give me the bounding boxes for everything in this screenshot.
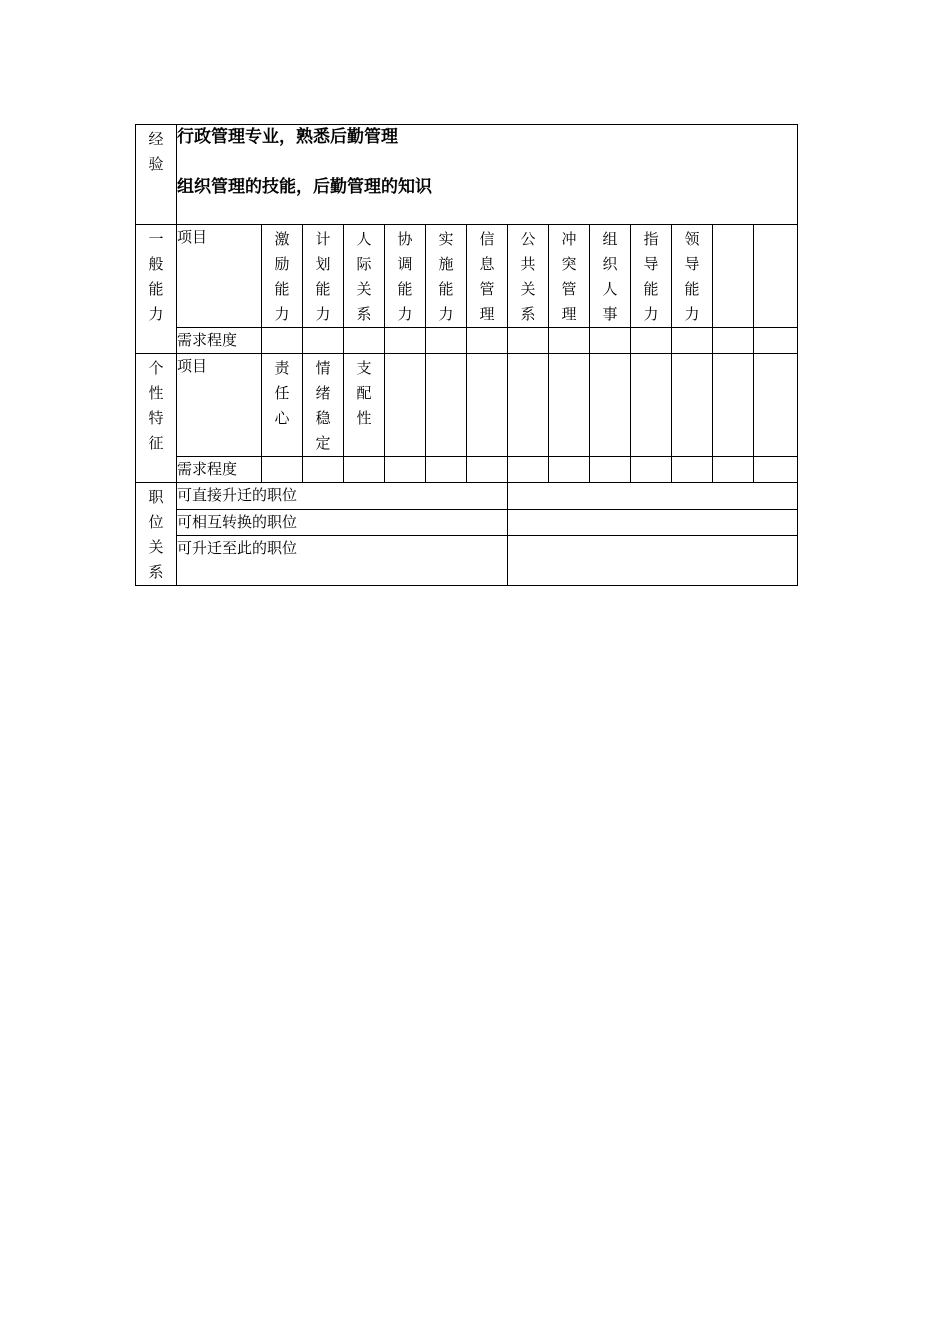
demand-cell[interactable] <box>426 328 467 354</box>
position-relations-label-cell <box>136 483 177 586</box>
demand-cell[interactable] <box>672 457 713 483</box>
demand-cell[interactable] <box>713 457 754 483</box>
experience-row <box>136 125 798 225</box>
general-ability-item-label: 项目 <box>177 225 262 328</box>
demand-cell[interactable] <box>631 457 672 483</box>
trait-item <box>549 354 590 457</box>
ability-item: 冲突管理 <box>549 225 590 328</box>
job-description-table <box>135 124 798 586</box>
general-ability-label-cell <box>136 225 177 354</box>
trait-item <box>508 354 549 457</box>
demand-cell[interactable] <box>754 328 798 354</box>
ability-item <box>754 225 798 328</box>
demand-cell[interactable] <box>508 457 549 483</box>
trait-item <box>385 354 426 457</box>
position-relation-value[interactable] <box>508 483 798 510</box>
trait-item <box>467 354 508 457</box>
demand-cell[interactable] <box>467 328 508 354</box>
ability-item: 组织人事 <box>590 225 631 328</box>
position-relation-value[interactable] <box>508 536 798 586</box>
ability-item: 人际关系 <box>344 225 385 328</box>
personal-traits-item-label: 项目 <box>177 354 262 457</box>
ability-item: 公共关系 <box>508 225 549 328</box>
position-relation-value[interactable] <box>508 509 798 536</box>
demand-cell[interactable] <box>549 328 590 354</box>
trait-item <box>631 354 672 457</box>
personal-traits-demand-label: 需求程度 <box>177 457 262 483</box>
trait-item <box>590 354 631 457</box>
position-relation-label: 可直接升迁的职位 <box>177 483 508 510</box>
demand-cell[interactable] <box>590 328 631 354</box>
demand-cell[interactable] <box>672 328 713 354</box>
experience-content <box>177 125 798 225</box>
ability-item: 计划能力 <box>303 225 344 328</box>
personal-traits-label-cell <box>136 354 177 483</box>
ability-item: 激励能力 <box>262 225 303 328</box>
demand-cell[interactable] <box>385 457 426 483</box>
general-ability-label: 一般能力 <box>148 230 164 323</box>
demand-cell[interactable] <box>262 328 303 354</box>
demand-cell[interactable] <box>508 328 549 354</box>
trait-item <box>754 354 798 457</box>
demand-cell[interactable] <box>303 457 344 483</box>
experience-line-2: 组织管理的技能，后勤管理的知识 <box>177 177 432 197</box>
ability-item: 领导能力 <box>672 225 713 328</box>
demand-cell[interactable] <box>344 328 385 354</box>
ability-item: 实施能力 <box>426 225 467 328</box>
position-relation-label: 可相互转换的职位 <box>177 509 508 536</box>
ability-item: 指导能力 <box>631 225 672 328</box>
demand-cell[interactable] <box>467 457 508 483</box>
ability-item: 信息管理 <box>467 225 508 328</box>
demand-cell[interactable] <box>303 328 344 354</box>
personal-traits-items-row <box>136 354 798 457</box>
trait-item <box>672 354 713 457</box>
position-relation-label: 可升迁至此的职位 <box>177 536 508 586</box>
demand-cell[interactable] <box>631 328 672 354</box>
demand-cell[interactable] <box>754 457 798 483</box>
demand-cell[interactable] <box>590 457 631 483</box>
position-relation-row <box>136 509 798 536</box>
position-relation-row <box>136 536 798 586</box>
demand-cell[interactable] <box>549 457 590 483</box>
ability-item <box>713 225 754 328</box>
experience-line-1: 行政管理专业，熟悉后勤管理 <box>177 127 398 147</box>
experience-label-cell <box>136 125 177 225</box>
demand-cell[interactable] <box>385 328 426 354</box>
trait-item <box>426 354 467 457</box>
position-relations-label: 职位关系 <box>148 488 164 581</box>
general-ability-demand-label: 需求程度 <box>177 328 262 354</box>
trait-item: 情绪稳定 <box>303 354 344 457</box>
trait-item: 责任心 <box>262 354 303 457</box>
demand-cell[interactable] <box>713 328 754 354</box>
personal-traits-label: 个性特征 <box>148 359 164 452</box>
ability-item: 协调能力 <box>385 225 426 328</box>
experience-label: 经验 <box>148 130 164 173</box>
demand-cell[interactable] <box>426 457 467 483</box>
demand-cell[interactable] <box>262 457 303 483</box>
personal-traits-demand-row <box>136 457 798 483</box>
general-ability-demand-row <box>136 328 798 354</box>
general-ability-items-row <box>136 225 798 328</box>
trait-item: 支配性 <box>344 354 385 457</box>
trait-item <box>713 354 754 457</box>
demand-cell[interactable] <box>344 457 385 483</box>
position-relation-row <box>136 483 798 510</box>
